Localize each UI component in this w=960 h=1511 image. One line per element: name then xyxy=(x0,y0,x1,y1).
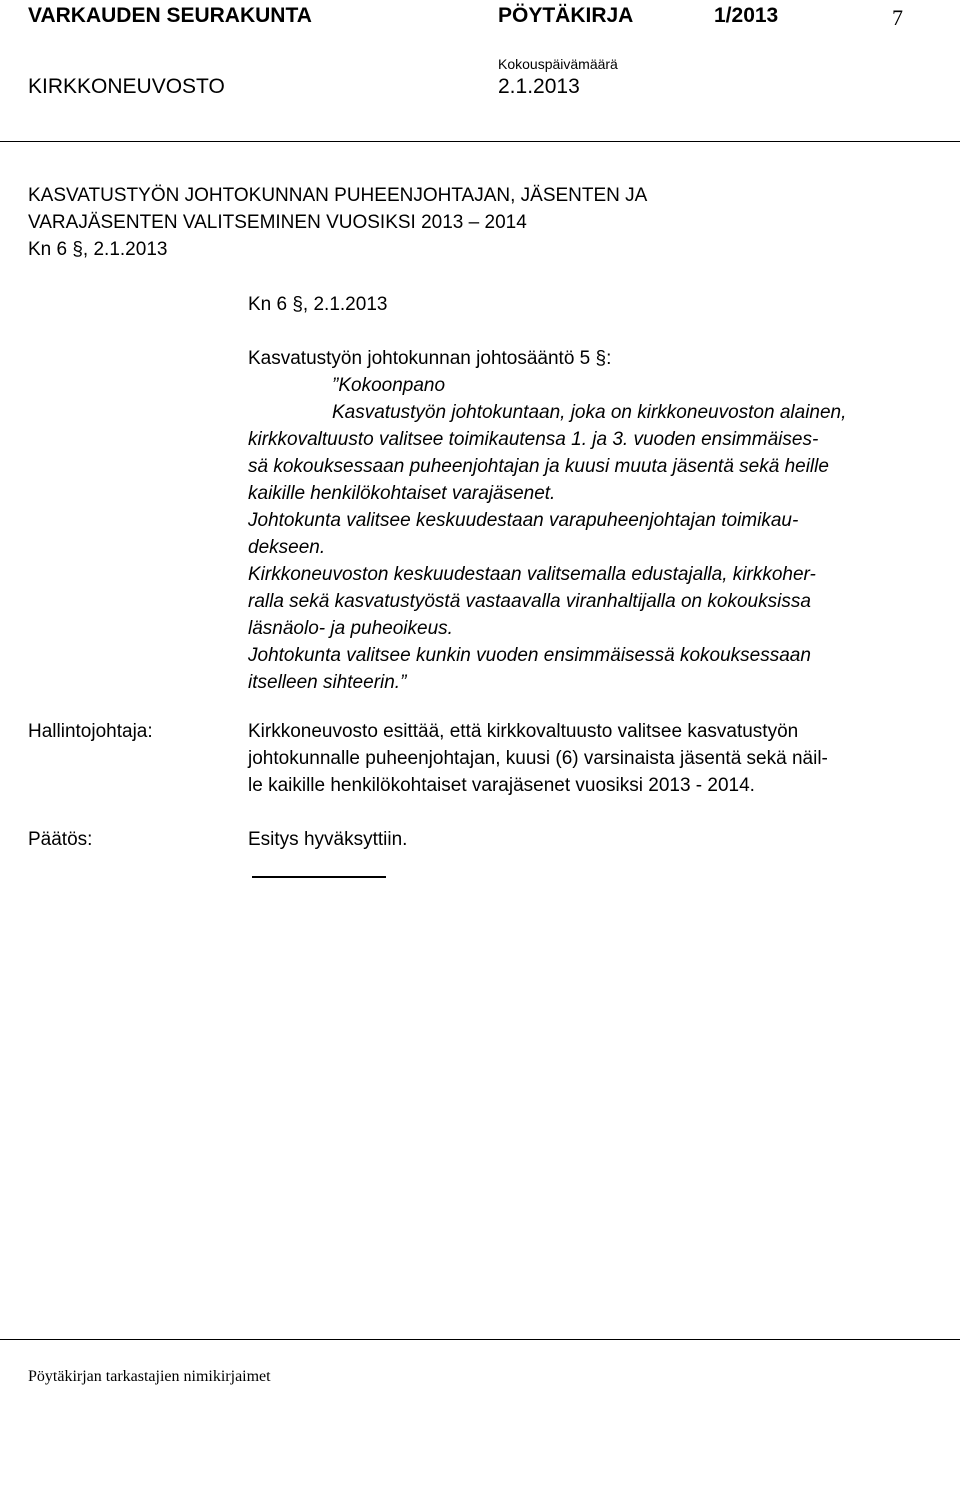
proposal-line: Kirkkoneuvosto esittää, että kirkkovaltuusto valitsee kasvatustyön xyxy=(248,721,799,742)
page-number: 7 xyxy=(892,5,903,30)
proposal-label: Hallintojohtaja: xyxy=(28,721,153,742)
rule-intro: Kasvatustyön johtokunnan johtosääntö 5 §: xyxy=(248,348,612,369)
quote-line: Johtokunta valitsee keskuudestaan varapuheenjohtajan toimikau- xyxy=(248,510,799,531)
section-title-line: KASVATUSTYÖN JOHTOKUNNAN PUHEENJOHTAJAN, JÄSENTEN JA xyxy=(28,185,648,206)
quote-body xyxy=(248,426,948,696)
quote-line: läsnäolo- ja puheoikeus. xyxy=(248,618,453,639)
quote-line: Johtokunta valitsee kunkin vuoden ensimmäisessä kokouksessaan xyxy=(248,645,811,666)
quote-line: sä kokouksessaan puheenjohtajan ja kuusi muuta jäsentä sekä heille xyxy=(248,456,829,477)
decision-label: Päätös: xyxy=(28,829,93,850)
proposal-line: johtokunnalle puheenjohtajan, kuusi (6) varsinaista jäsentä sekä näil- xyxy=(248,748,828,769)
quote-line: dekseen. xyxy=(248,537,326,558)
meeting-date: 2.1.2013 xyxy=(498,75,580,98)
quote-line: Kasvatustyön johtokuntaan, joka on kirkkoneuvoston alainen, xyxy=(332,402,847,423)
quote-line: kirkkovaltuusto valitsee toimikautensa 1. ja 3. vuoden ensimmäises- xyxy=(248,429,819,450)
doc-number: 1/2013 xyxy=(714,4,779,27)
section-title-line: VARAJÄSENTEN VALITSEMINEN VUOSIKSI 2013 – 2014 xyxy=(28,212,527,233)
section-title xyxy=(28,182,647,263)
org-name: VARKAUDEN SEURAKUNTA xyxy=(28,4,312,27)
date-label: Kokouspäivämäärä xyxy=(498,56,618,72)
section-title-line: Kn 6 §, 2.1.2013 xyxy=(28,239,168,260)
quote-line: ralla sekä kasvatustyöstä vastaavalla viranhaltijalla on kokouksissa xyxy=(248,591,811,612)
body-name: KIRKKONEUVOSTO xyxy=(28,75,225,98)
signatures-label: Pöytäkirjan tarkastajien nimikirjaimet xyxy=(28,1368,271,1385)
quote-line: Kirkkoneuvoston keskuudestaan valitsemalla edustajalla, kirkkoher- xyxy=(248,564,816,585)
decision-text: Esitys hyväksyttiin. xyxy=(248,829,408,850)
header-divider xyxy=(0,141,960,142)
quote-line: kaikille henkilökohtaiset varajäsenet. xyxy=(248,483,556,504)
quote-heading: ”Kokoonpano xyxy=(332,375,446,396)
decision-underline xyxy=(252,876,386,878)
proposal-text xyxy=(248,718,948,799)
quote-line: itselleen sihteerin.” xyxy=(248,672,407,693)
section-reference: Kn 6 §, 2.1.2013 xyxy=(248,294,388,315)
doc-type: PÖYTÄKIRJA xyxy=(498,4,634,27)
footer-divider xyxy=(0,1339,960,1340)
proposal-line: le kaikille henkilökohtaiset varajäsenet vuosiksi 2013 - 2014. xyxy=(248,775,755,796)
